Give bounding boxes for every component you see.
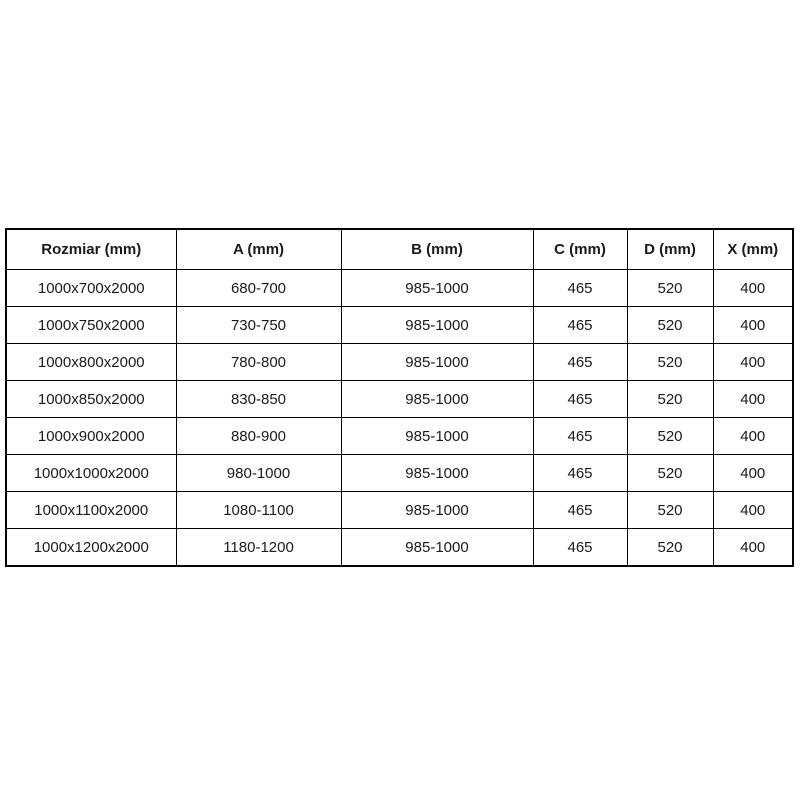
table-cell: 985-1000: [341, 344, 533, 381]
table-cell: 465: [533, 418, 627, 455]
table-cell: 465: [533, 381, 627, 418]
table-cell: 400: [713, 381, 793, 418]
table-cell: 1000x1200x2000: [6, 529, 176, 567]
table-cell: 465: [533, 529, 627, 567]
table-cell: 520: [627, 492, 713, 529]
table-cell: 1080-1100: [176, 492, 341, 529]
table-cell: 520: [627, 455, 713, 492]
table-cell: 1000x750x2000: [6, 307, 176, 344]
table-cell: 465: [533, 344, 627, 381]
table-cell: 1000x850x2000: [6, 381, 176, 418]
table-cell: 985-1000: [341, 529, 533, 567]
table-cell: 1000x1000x2000: [6, 455, 176, 492]
table-cell: 730-750: [176, 307, 341, 344]
table-header-row: [6, 229, 793, 270]
col-header-d: D (mm): [627, 229, 713, 270]
table-cell: 400: [713, 344, 793, 381]
table-cell: 465: [533, 270, 627, 307]
col-header-a: A (mm): [176, 229, 341, 270]
table-cell: 400: [713, 492, 793, 529]
table-cell: 1000x1100x2000: [6, 492, 176, 529]
table-body: [6, 270, 793, 567]
table-cell: 520: [627, 307, 713, 344]
table-cell: 400: [713, 270, 793, 307]
table-row: [6, 418, 793, 455]
table-cell: 1180-1200: [176, 529, 341, 567]
table-row: [6, 270, 793, 307]
table-row: [6, 344, 793, 381]
col-header-c: C (mm): [533, 229, 627, 270]
dimensions-table: [5, 228, 794, 567]
table-cell: 465: [533, 307, 627, 344]
table-cell: 400: [713, 307, 793, 344]
table-cell: 985-1000: [341, 418, 533, 455]
table-cell: 520: [627, 344, 713, 381]
table-row: [6, 307, 793, 344]
table-cell: 830-850: [176, 381, 341, 418]
table-cell: 520: [627, 418, 713, 455]
table-cell: 780-800: [176, 344, 341, 381]
table-cell: 400: [713, 455, 793, 492]
table-header: [6, 229, 793, 270]
col-header-x: X (mm): [713, 229, 793, 270]
table-row: [6, 529, 793, 567]
table-row: [6, 381, 793, 418]
table-row: [6, 455, 793, 492]
table-cell: 1000x800x2000: [6, 344, 176, 381]
table-cell: 985-1000: [341, 307, 533, 344]
col-header-b: B (mm): [341, 229, 533, 270]
table-cell: 985-1000: [341, 381, 533, 418]
table-cell: 520: [627, 529, 713, 567]
table-cell: 680-700: [176, 270, 341, 307]
table-cell: 465: [533, 455, 627, 492]
table-cell: 400: [713, 418, 793, 455]
table-cell: 1000x900x2000: [6, 418, 176, 455]
table-cell: 400: [713, 529, 793, 567]
table-row: [6, 492, 793, 529]
table-cell: 465: [533, 492, 627, 529]
table-cell: 880-900: [176, 418, 341, 455]
table-cell: 1000x700x2000: [6, 270, 176, 307]
table-cell: 520: [627, 270, 713, 307]
col-header-rozmiar: Rozmiar (mm): [6, 229, 176, 270]
table-cell: 520: [627, 381, 713, 418]
table-cell: 985-1000: [341, 492, 533, 529]
table-cell: 980-1000: [176, 455, 341, 492]
table-cell: 985-1000: [341, 270, 533, 307]
table-cell: 985-1000: [341, 455, 533, 492]
